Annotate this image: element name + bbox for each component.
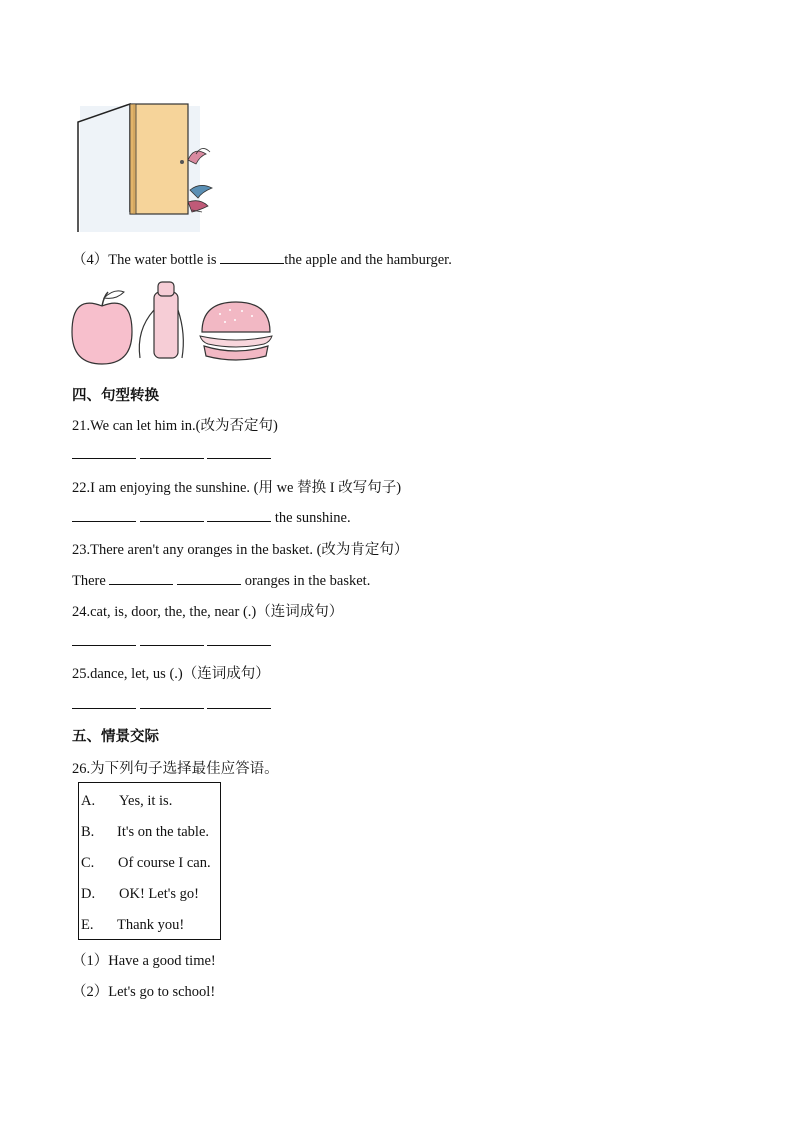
answer-line-21 [72,444,271,464]
apple-bottle-hamburger-illustration [70,280,276,366]
answer-blank[interactable] [72,507,136,522]
question-24: 24.cat, is, door, the, the, near (.)（连词成句） [72,604,344,620]
answer-line-22 [72,507,351,527]
answer-line-24 [72,631,271,651]
section-4-title: 四、句型转换 [72,388,159,404]
question-text-after: the apple and the hamburger. [284,252,452,268]
answer-blank[interactable] [140,631,204,646]
choice-letter: E. [81,917,94,933]
choice-d[interactable] [79,886,222,906]
answer-choices-box [78,782,221,940]
choice-text: Thank you! [117,917,185,933]
section-5-title: 五、情景交际 [72,729,159,745]
choice-a[interactable] [79,793,222,813]
question-text-before: The water bottle is [108,252,217,268]
answer-blank[interactable] [220,249,284,264]
door-umbrellas-illustration [74,102,220,236]
question-26: 26.为下列句子选择最佳应答语。 [72,761,279,777]
answer-tail-text: oranges in the basket. [244,573,371,589]
choice-text: It's on the table. [117,824,210,840]
answer-blank[interactable] [207,631,271,646]
question-4 [72,248,452,269]
answer-line-23 [72,570,370,590]
answer-blank[interactable] [72,694,136,709]
choice-text: Yes, it is. [119,793,173,809]
answer-tail-text: the sunshine. [274,510,351,526]
answer-blank[interactable] [109,570,173,585]
question-21: 21.We can let him in.(改为否定句) [72,418,278,434]
answer-blank[interactable] [140,444,204,459]
choice-letter: B. [81,824,95,840]
choice-letter: A. [81,793,96,809]
question-number: （4） [72,252,109,268]
answer-blank[interactable] [177,570,241,585]
question-23: 23.There aren't any oranges in the basket. (改为肯定句） [72,542,409,558]
choice-e[interactable] [79,917,222,937]
answer-line-25 [72,694,271,714]
answer-blank[interactable] [207,694,271,709]
choice-text: Of course I can. [118,855,211,871]
answer-blank[interactable] [72,631,136,646]
sub-question-1: （1）Have a good time! [72,953,216,969]
answer-head-text: There [72,573,106,589]
choice-text: OK! Let's go! [119,886,199,902]
choice-b[interactable] [79,824,222,844]
question-25: 25.dance, let, us (.)（连词成句） [72,666,270,682]
answer-blank[interactable] [207,444,271,459]
answer-blank[interactable] [140,694,204,709]
answer-blank[interactable] [207,507,271,522]
question-22: 22.I am enjoying the sunshine. (用 we 替换 I 改写句子) [72,480,402,496]
sub-question-2: （2）Let's go to school! [72,984,216,1000]
choice-c[interactable] [79,855,222,875]
choice-letter: D. [81,886,96,902]
answer-blank[interactable] [140,507,204,522]
answer-blank[interactable] [72,444,136,459]
choice-letter: C. [81,855,95,871]
